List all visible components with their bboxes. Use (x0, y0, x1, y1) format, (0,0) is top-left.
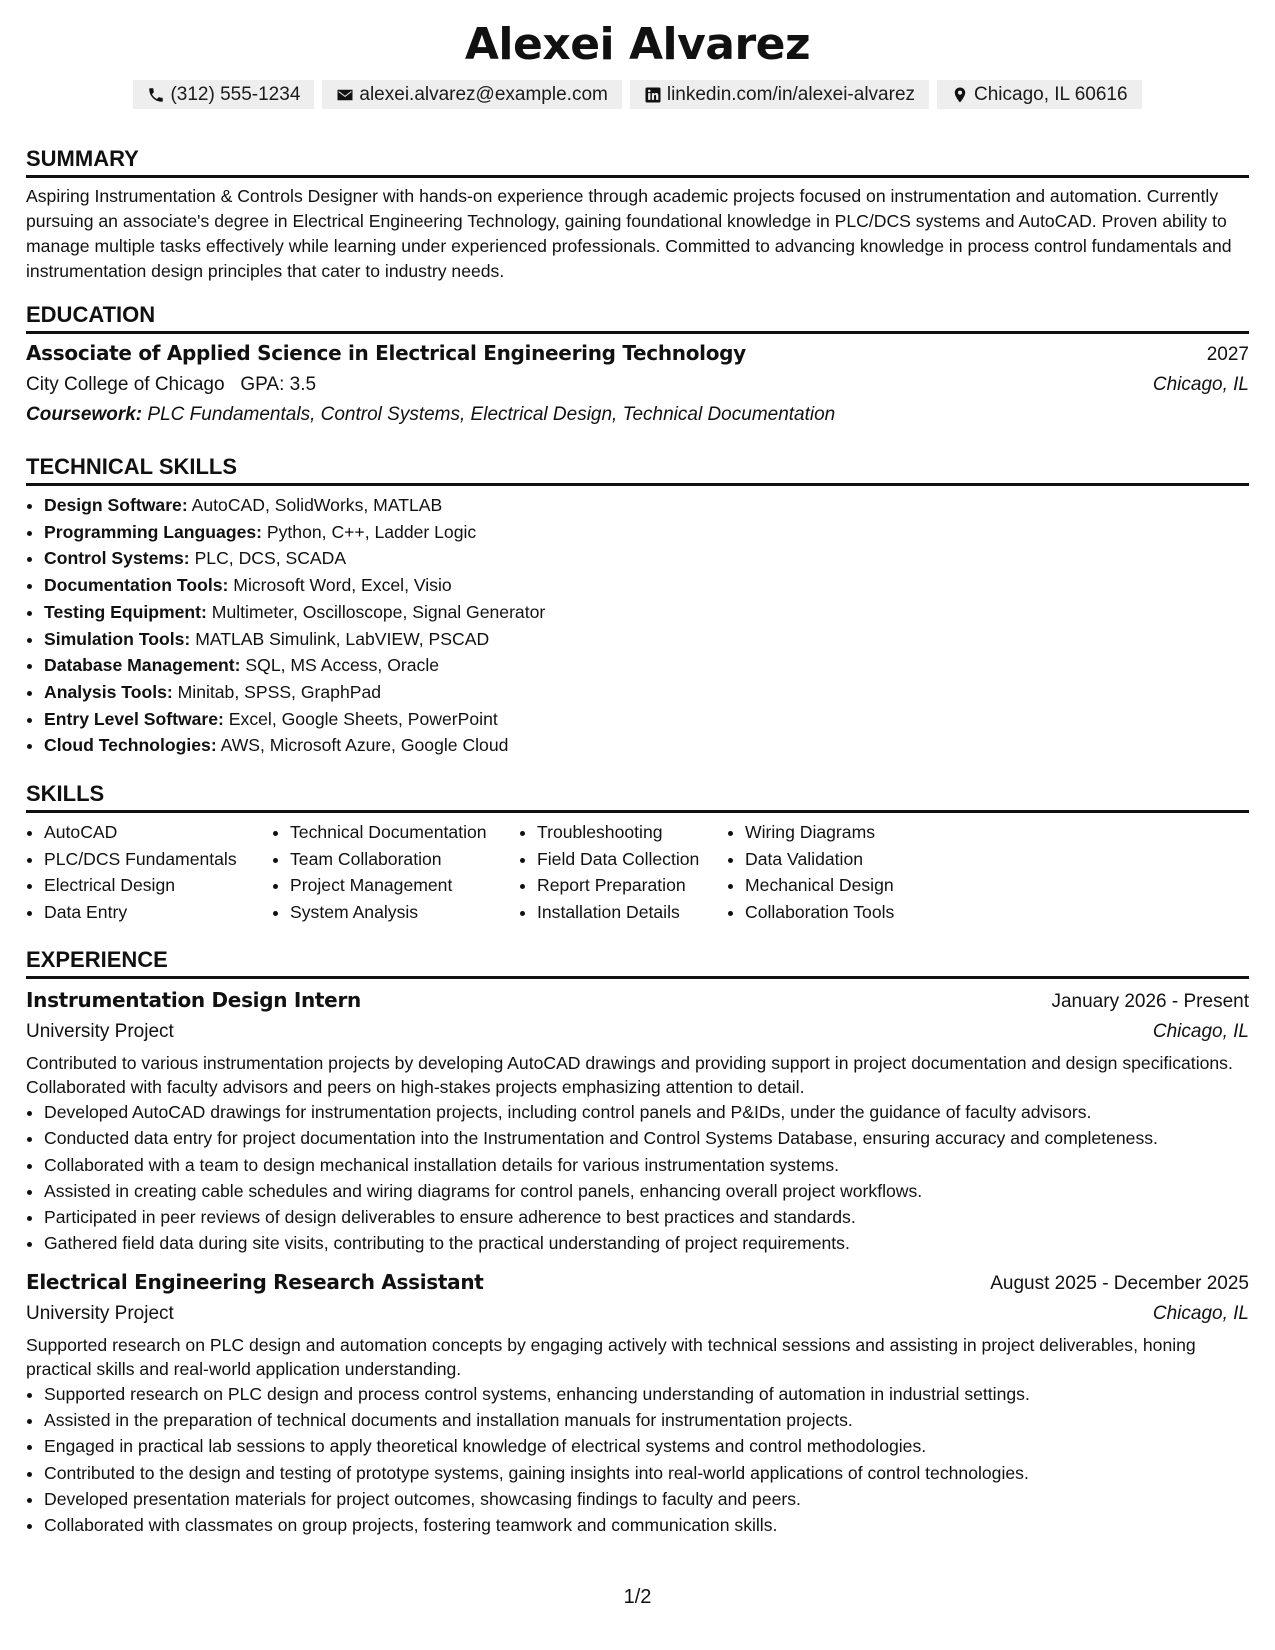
email-text: alexei.alvarez@example.com (359, 84, 608, 105)
list-item: • Assisted in the preparation of technical documents and installation manuals for instrumentation projects. (44, 1407, 1249, 1433)
candidate-name: Alexei Alvarez (464, 19, 811, 70)
list-item: • Field Data Collection (537, 846, 727, 873)
list-item: • Installation Details (537, 899, 727, 926)
experience-heading: EXPERIENCE (26, 947, 1249, 979)
school-name: City College of Chicago (26, 374, 225, 395)
linkedin-text: linkedin.com/in/alexei-alvarez (666, 84, 916, 105)
technical-skills-list (26, 492, 1249, 759)
skill-label: Entry Level Software: (44, 708, 224, 729)
list-item: • Engaged in practical lab sessions to apply theoretical knowledge of electrical systems and control methodologies. (44, 1433, 1249, 1459)
list-item (44, 706, 1249, 733)
list-item: • Collaboration Tools (745, 899, 894, 926)
phone-text: (312) 555-1234 (170, 84, 301, 105)
skill-value: SQL, MS Access, Oracle (245, 655, 440, 676)
list-item (44, 492, 1249, 519)
skill-label: Cloud Technologies: (44, 735, 217, 756)
skill-label: Control Systems: (44, 548, 190, 569)
map-pin-icon (951, 86, 969, 104)
gpa: GPA: 3.5 (240, 374, 317, 395)
skill-value: AutoCAD, SolidWorks, MATLAB (191, 495, 443, 515)
skill-value: Minitab, SPSS, GraphPad (177, 681, 382, 702)
job-title: Electrical Engineering Research Assistant (26, 1269, 484, 1294)
list-item: • Developed presentation materials for project outcomes, showcasing findings to faculty and peers. (44, 1486, 1249, 1512)
skill-label: Simulation Tools: (44, 628, 191, 649)
list-item (44, 519, 1249, 546)
list-item: • Data Entry (44, 899, 272, 926)
job-description: Contributed to various instrumentation projects by developing AutoCAD drawings and providing support in project documentation and design specifications. Collaborated with faculty advisors and peers on high-stakes projects emphasizing attention to detail. (26, 1053, 1233, 1097)
coursework-line (26, 400, 1249, 430)
skill-label: Programming Languages: (44, 521, 262, 542)
coursework-list: PLC Fundamentals, Control Systems, Electrical Design, Technical Documentation (147, 404, 836, 425)
list-item: • Developed AutoCAD drawings for instrumentation projects, including control panels and P&IDs, under the guidance of faculty advisors. (44, 1099, 1249, 1125)
skill-value: Python, C++, Ladder Logic (266, 521, 477, 542)
page-number: 1/2 (623, 1586, 652, 1608)
resume-page (26, 18, 1249, 1608)
list-item: • Conducted data entry for project documentation into the Instrumentation and Control Systems Database, ensuring accuracy and completeness. (44, 1125, 1249, 1151)
skill-label: Design Software: (44, 495, 188, 515)
job-entry (26, 1267, 1249, 1539)
phone-icon (147, 86, 165, 104)
list-item: • Wiring Diagrams (745, 819, 894, 846)
list-item: • Contributed to the design and testing of prototype systems, gaining insights into real-world applications of control technologies. (44, 1460, 1249, 1486)
skill-label: Analysis Tools: (44, 681, 173, 702)
skill-label: Documentation Tools: (44, 575, 229, 596)
skills-heading: SKILLS (26, 781, 1249, 813)
school-location: Chicago, IL (1152, 374, 1249, 395)
list-item: • PLC/DCS Fundamentals (44, 846, 272, 873)
contact-phone[interactable] (133, 80, 314, 109)
list-item: • Gathered field data during site visits, contributing to the practical understanding of project requirements. (44, 1230, 1249, 1256)
job-header-row (26, 1267, 1249, 1299)
list-item: • System Analysis (290, 899, 519, 926)
job-entry (26, 985, 1249, 1257)
skill-value: MATLAB Simulink, LabVIEW, PSCAD (195, 628, 490, 649)
list-item: • Report Preparation (537, 872, 727, 899)
job-bullets (26, 1381, 1249, 1539)
list-item: • Electrical Design (44, 872, 272, 899)
contact-bar (26, 80, 1249, 109)
skill-label: Database Management: (44, 655, 241, 676)
job-location: Chicago, IL (1152, 1302, 1249, 1324)
job-dates: August 2025 - December 2025 (990, 1272, 1249, 1294)
skills-column (26, 819, 272, 925)
coursework-label: Coursework: (26, 404, 143, 425)
contact-location (937, 80, 1142, 109)
school-info (26, 370, 316, 400)
list-item: • AutoCAD (44, 819, 272, 846)
list-item (44, 545, 1249, 572)
job-title: Instrumentation Design Intern (26, 988, 361, 1012)
summary-section (26, 146, 1249, 284)
skill-label: Testing Equipment: (44, 601, 207, 622)
list-item: • Collaborated with classmates on group projects, fostering teamwork and communication skills. (44, 1512, 1249, 1538)
contact-linkedin[interactable] (630, 80, 929, 109)
skill-value: Multimeter, Oscilloscope, Signal Generator (211, 601, 546, 622)
job-org-row (26, 1017, 1249, 1047)
education-heading: EDUCATION (26, 302, 1249, 334)
list-item: • Assisted in creating cable schedules and wiring diagrams for control panels, enhancing overall project workflows. (44, 1178, 1249, 1204)
envelope-icon (336, 86, 354, 104)
list-item (44, 599, 1249, 626)
job-bullets (26, 1099, 1249, 1257)
linkedin-icon (644, 86, 662, 104)
list-item (44, 732, 1249, 759)
skills-grid (26, 819, 1249, 925)
skills-column (727, 819, 894, 925)
list-item: • Technical Documentation (290, 819, 519, 846)
list-item (44, 626, 1249, 653)
education-header-row (26, 338, 1249, 370)
list-item: • Project Management (290, 872, 519, 899)
summary-text: Aspiring Instrumentation & Controls Designer with hands-on experience through academic projects focused on instrumentation and automation. Currently pursuing an associate's degree in Electrical Engineering Technology, gaining foundational knowledge in PLC/DCS systems and AutoCAD. Proven ability to manage multiple tasks effectively while learning under experienced professionals. Committed to advancing knowledge in process control fundamentals and instrumentation design principles that cater to industry needs. (26, 186, 1232, 281)
location-text: Chicago, IL 60616 (974, 84, 1128, 105)
education-section (26, 302, 1249, 430)
list-item (44, 572, 1249, 599)
job-location: Chicago, IL (1152, 1021, 1249, 1042)
job-dates: January 2026 - Present (1051, 991, 1249, 1012)
education-school-row (26, 370, 1249, 400)
technical-skills-section (26, 454, 1249, 759)
list-item (44, 652, 1249, 679)
graduation-year: 2027 (1206, 344, 1249, 365)
skill-value: Microsoft Word, Excel, Visio (233, 575, 452, 596)
skills-column (519, 819, 727, 925)
list-item: • Mechanical Design (745, 872, 894, 899)
list-item (44, 679, 1249, 706)
contact-email[interactable] (322, 80, 621, 109)
degree-title: Associate of Applied Science in Electrical Engineering Technology (26, 341, 746, 365)
job-header-row (26, 985, 1249, 1017)
skill-value: AWS, Microsoft Azure, Google Cloud (220, 735, 509, 756)
list-item: • Data Validation (745, 846, 894, 873)
list-item: • Troubleshooting (537, 819, 727, 846)
list-item: • Participated in peer reviews of design deliverables to ensure adherence to best practices and standards. (44, 1204, 1249, 1230)
skills-column (272, 819, 519, 925)
summary-heading: SUMMARY (26, 146, 1249, 178)
technical-skills-heading: TECHNICAL SKILLS (26, 454, 1249, 486)
list-item: • Supported research on PLC design and process control systems, enhancing understanding of automation in industrial settings. (44, 1381, 1249, 1407)
job-org-row (26, 1299, 1249, 1329)
skill-value: PLC, DCS, SCADA (194, 548, 347, 569)
skill-value: Excel, Google Sheets, PowerPoint (228, 708, 498, 729)
job-description: Supported research on PLC design and automation concepts by engaging actively with technical sessions and assisting in project deliverables, honing practical skills and real-world application understanding. (26, 1334, 1196, 1379)
list-item: • Team Collaboration (290, 846, 519, 873)
job-org: University Project (26, 1302, 174, 1324)
experience-section (26, 947, 1249, 1539)
list-item: • Collaborated with a team to design mechanical installation details for various instrumentation systems. (44, 1152, 1249, 1178)
skills-section (26, 781, 1249, 925)
job-org: University Project (26, 1021, 174, 1042)
